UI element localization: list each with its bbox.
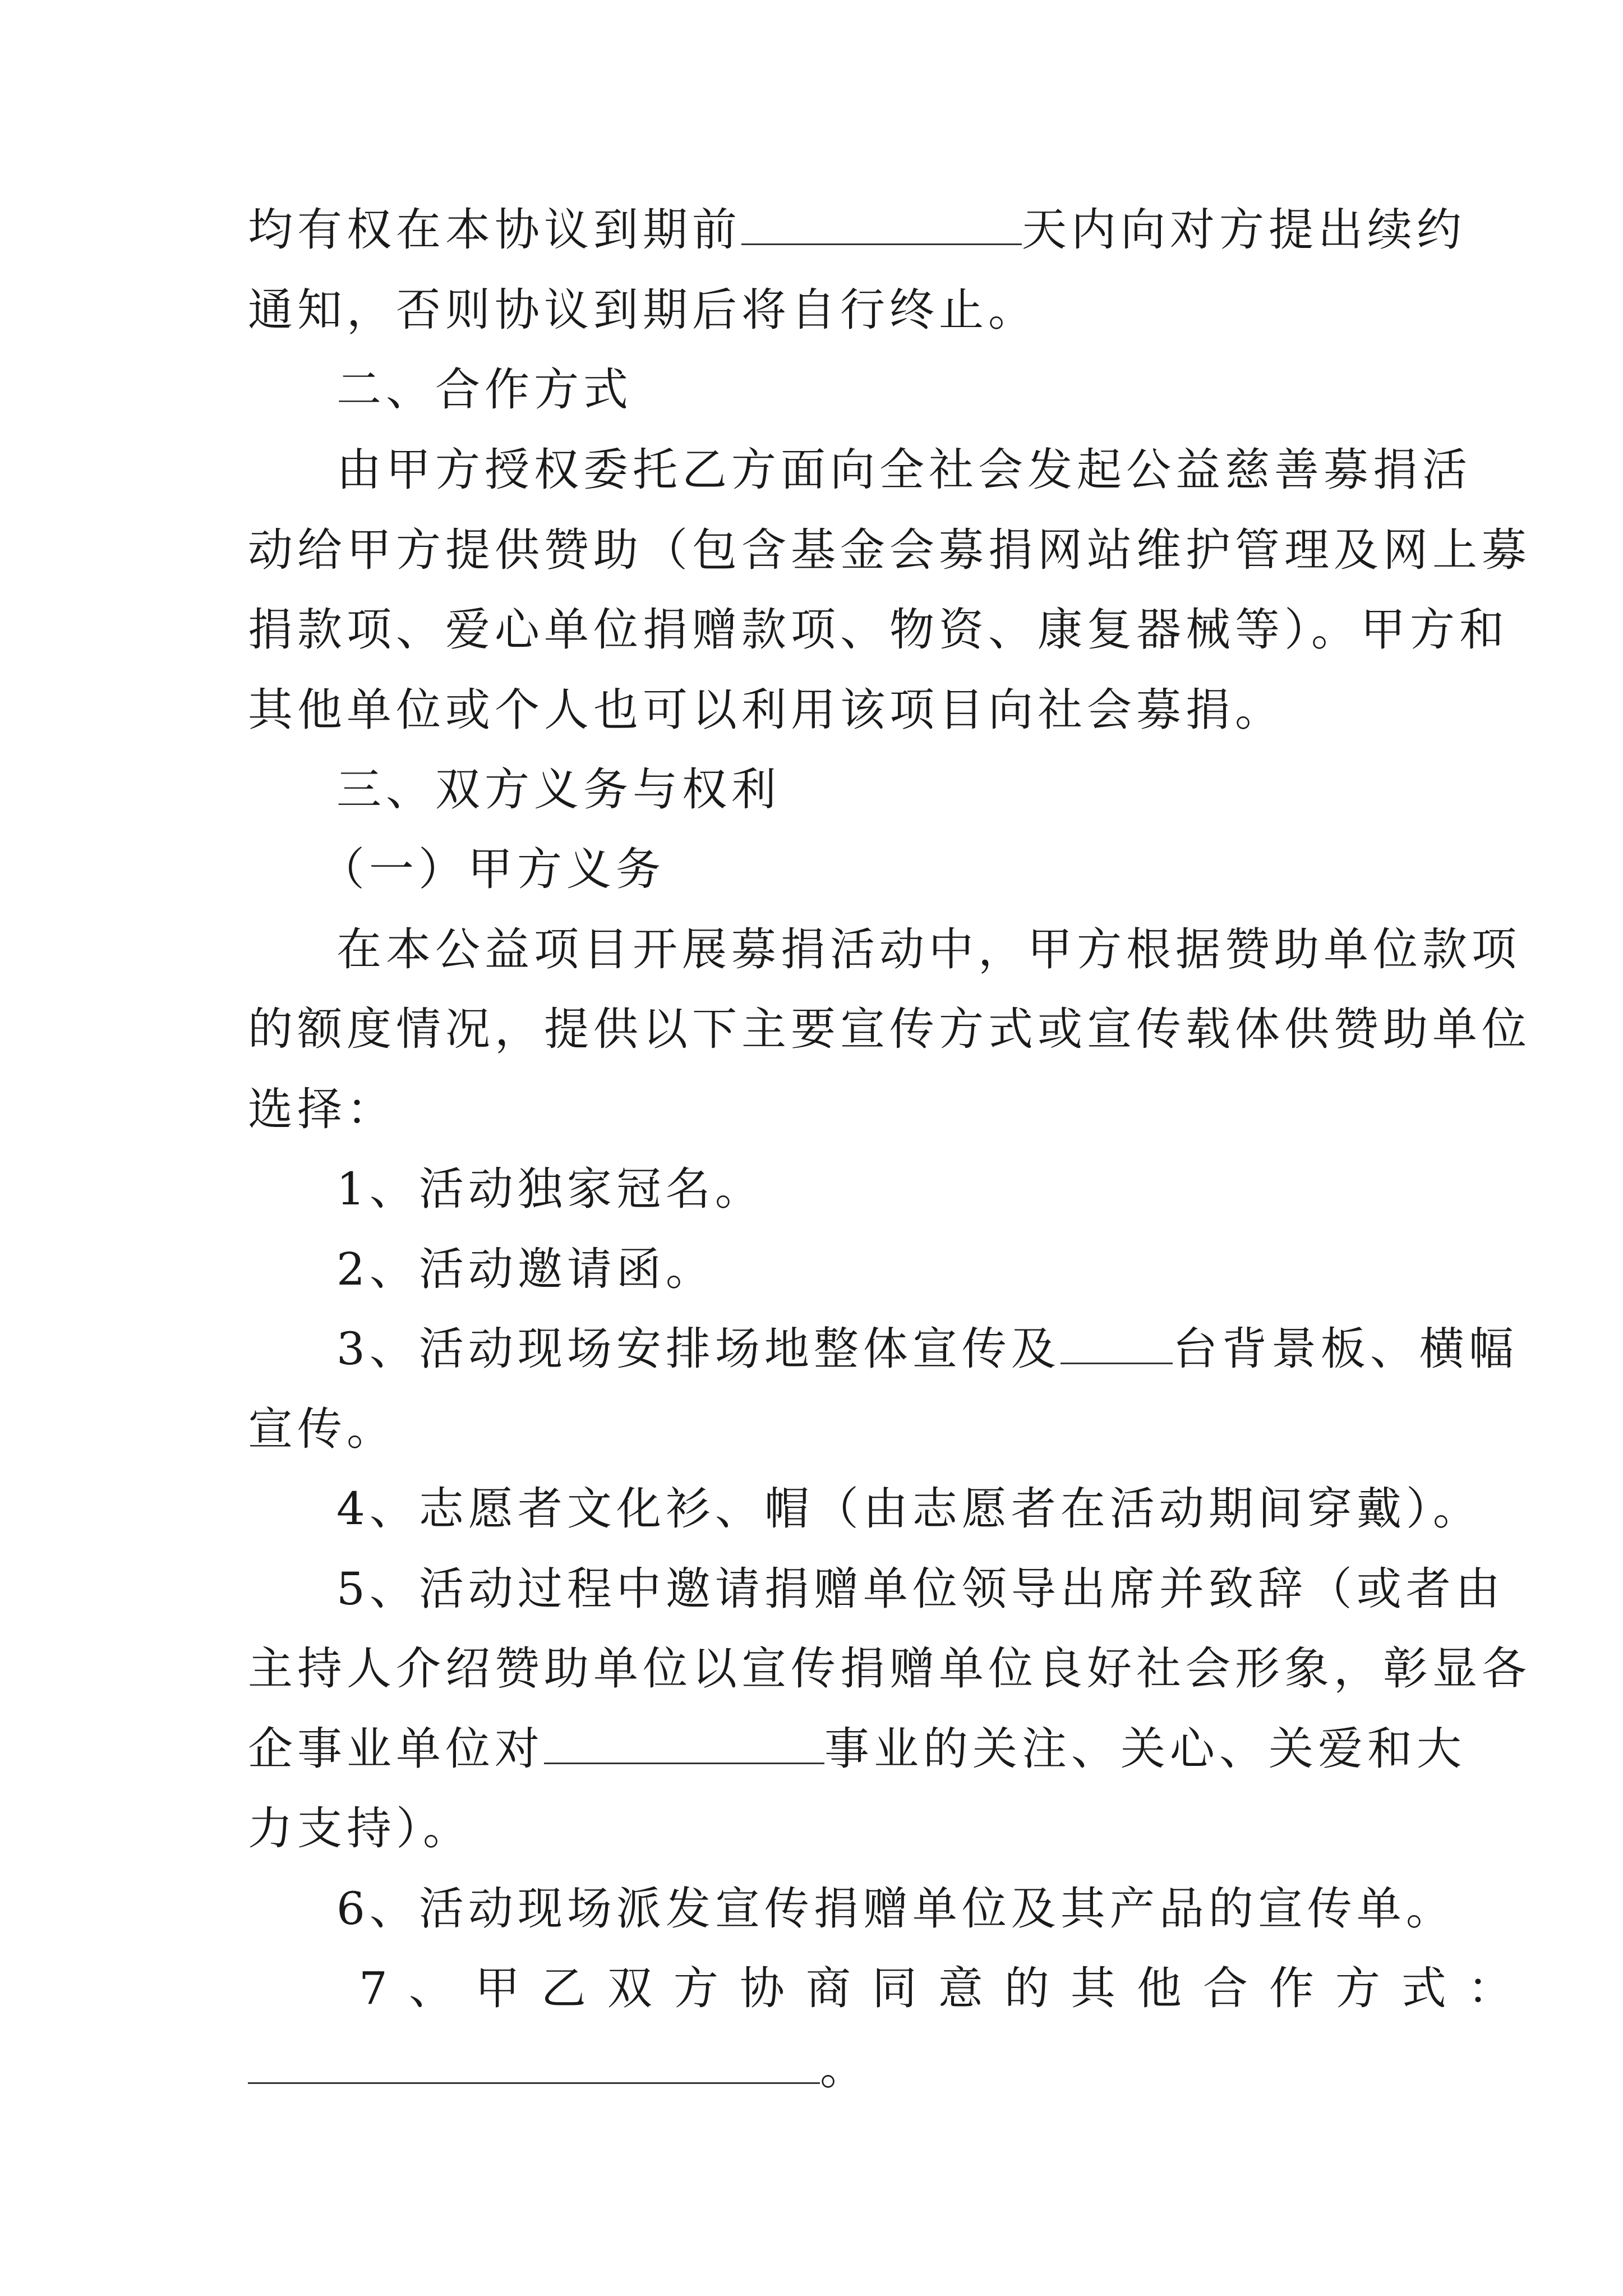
fill-blank-count[interactable] bbox=[1061, 1323, 1173, 1364]
paragraph-line-12 bbox=[248, 1079, 1392, 1140]
text-segment: 动给甲方提供赞助（包含基金会募捐网站维护管理及网上募 bbox=[248, 524, 1531, 576]
list-item-text: 事业的关注、关心、关爱和大 bbox=[824, 1723, 1466, 1775]
list-item-4 bbox=[336, 1478, 1482, 1540]
list-item-1 bbox=[336, 1158, 1392, 1220]
subsection-heading-party-a bbox=[320, 839, 1375, 900]
paragraph-line-10 bbox=[336, 919, 1521, 981]
text-segment: 通知，否则协议到期后将自行终止。 bbox=[248, 284, 1038, 336]
list-item-2 bbox=[336, 1239, 1392, 1300]
list-item-5-line-4 bbox=[248, 1798, 1392, 1860]
list-item-text: 台背景板、横幅 bbox=[1172, 1323, 1518, 1375]
list-item-text: 6、活动现场派发宣传捐赠单位及其产品的宣传单。 bbox=[336, 1883, 1455, 1935]
list-item-5-line-3 bbox=[248, 1718, 1466, 1780]
section-heading-cooperation bbox=[336, 359, 1392, 421]
list-item-7 bbox=[359, 1958, 1534, 2019]
heading-text: （一）甲方义务 bbox=[320, 843, 665, 895]
paragraph-line-7 bbox=[248, 679, 1392, 741]
list-item-3 bbox=[336, 1318, 1518, 1380]
list-item-text: 1、活动独家冠名。 bbox=[336, 1163, 764, 1215]
heading-text: 三、双方义务与权利 bbox=[336, 763, 781, 816]
list-item-7-line-2 bbox=[248, 2038, 1392, 2100]
fill-blank-other-methods[interactable] bbox=[248, 2043, 820, 2084]
section-heading-obligations bbox=[336, 759, 1392, 821]
text-segment: 的额度情况，提供以下主要宣传方式或宣传载体供赞助单位 bbox=[248, 1003, 1531, 1055]
text-segment: 选择： bbox=[248, 1083, 396, 1135]
list-item-text: 4、志愿者文化衫、帽（由志愿者在活动期间穿戴）。 bbox=[336, 1483, 1482, 1535]
list-item-text: 2、活动邀请函。 bbox=[336, 1243, 715, 1295]
list-item-text: 。 bbox=[820, 2042, 869, 2095]
text-segment: 由甲方授权委托乙方面向全社会发起公益慈善募捐活 bbox=[336, 444, 1472, 496]
fill-blank-cause[interactable] bbox=[544, 1723, 824, 1764]
paragraph-line-4 bbox=[336, 439, 1472, 501]
list-item-5 bbox=[336, 1558, 1505, 1620]
text-segment: 天内向对方提出续约 bbox=[1022, 204, 1466, 256]
list-item-6 bbox=[336, 1878, 1455, 1940]
fill-blank-days[interactable] bbox=[741, 204, 1022, 245]
paragraph-line-1 bbox=[248, 199, 1466, 261]
list-item-3-continued bbox=[248, 1398, 1392, 1460]
heading-text: 二、合作方式 bbox=[336, 364, 633, 416]
list-item-text: 7、甲乙双方协商同意的其他合作方式： bbox=[359, 1962, 1534, 2014]
paragraph-line-5 bbox=[248, 519, 1531, 581]
list-item-text: 5、活动过程中邀请捐赠单位领导出席并致辞（或者由 bbox=[336, 1563, 1505, 1615]
paragraph-line-6 bbox=[248, 599, 1509, 661]
text-segment: 捐款项、爱心单位捐赠款项、物资、康复器械等）。甲方和 bbox=[248, 604, 1509, 656]
paragraph-line-2 bbox=[248, 279, 1392, 341]
list-item-text: 宣传。 bbox=[248, 1403, 396, 1455]
text-segment: 均有权在本协议到期前 bbox=[248, 204, 741, 256]
list-item-text: 3、活动现场安排场地整体宣传及 bbox=[336, 1323, 1061, 1375]
paragraph-line-11 bbox=[248, 999, 1531, 1060]
list-item-text: 力支持）。 bbox=[248, 1802, 472, 1855]
list-item-text: 企事业单位对 bbox=[248, 1723, 544, 1775]
list-item-5-line-2 bbox=[248, 1638, 1531, 1700]
text-segment: 在本公益项目开展募捐活动中，甲方根据赞助单位款项 bbox=[336, 923, 1521, 976]
list-item-text: 主持人介绍赞助单位以宣传捐赠单位良好社会形象，彰显各 bbox=[248, 1642, 1531, 1695]
text-segment: 其他单位或个人也可以利用该项目向社会募捐。 bbox=[248, 684, 1284, 736]
